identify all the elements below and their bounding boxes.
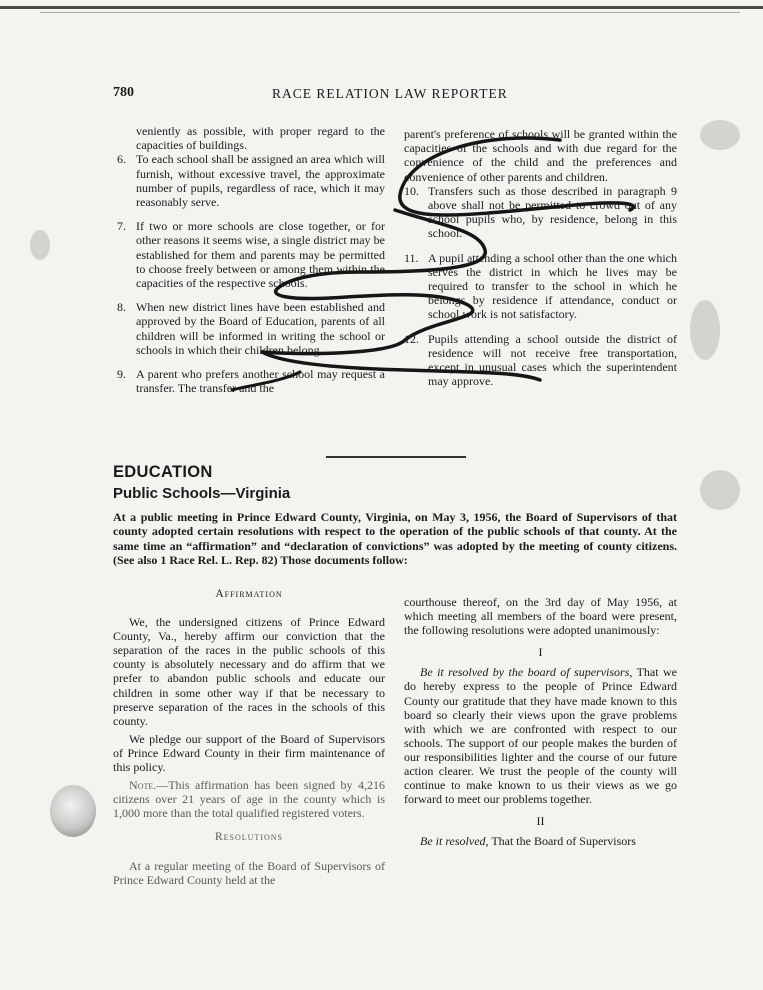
right-continuation: parent's preference of schools will be granted within the capacities of the schools and with due regard for the convenience of the child and the preferences and convenience of other parents and children. xyxy=(404,127,677,184)
affirmation-paragraph: We, the undersigned citizens of Prince Edward County, Va., hereby affirm our conviction that the separation of the races in the public schools of this county is absolutely necessary and do affirm that we prefer to abandon public schools and educate our children in some other way if that be necessary to preserve separation of the races in the schools of this county. xyxy=(113,615,385,728)
list-item-text: To each school shall be assigned an area which will furnish, without excessive travel, the approximate number of pupils, regardless of race, which it may reasonably serve. xyxy=(136,152,385,210)
top-right-column xyxy=(404,127,677,398)
roman-numeral-heading: I xyxy=(538,645,543,660)
note-text: —This affirmation has been signed by 4,216 citizens over 21 years of age in the county which is 1,000 more than the total qualified registered voters. xyxy=(113,778,385,821)
left-continuation: veniently as possible, with proper regard to the capacities of buildings. xyxy=(136,124,385,153)
list-item-text: When new district lines have been established and approved by the Board of Education, parents of all children will be informed in writing the school or schools in which their children belong. xyxy=(136,300,385,357)
list-item xyxy=(117,300,385,357)
list-item-text: A pupil attending a school other than the one which serves the district in which he lives may be required to transfer to the school in which he belongs by residence if attendance, conduct or school work is not satisfactory. xyxy=(428,250,677,322)
pledge-paragraph: We pledge our support of the Board of Supervisors of Prince Edward County in their firm maintenance of this policy. xyxy=(113,731,385,775)
running-title: RACE RELATION LAW REPORTER xyxy=(272,86,508,101)
list-item xyxy=(117,219,385,290)
scan-noise xyxy=(700,120,740,150)
courthouse-paragraph: courthouse thereof, on the 3rd day of May 1956, at which meeting all members of the board were present, the following resolutions were adopted unanimously: xyxy=(404,595,677,638)
list-item-number: 7. xyxy=(117,219,126,234)
list-item xyxy=(117,152,385,209)
resolution-one-text: That we do hereby express to the people of Prince Edward County our gratitude that they have made known to this board so clearly their views upon the grave problems with which we are confronted with respect to our schools. The support of our people makes the burden of our responsibilities lighter and the course of our future action clearer. We trust the people of the county will continue to make known to us their views as we go forward to meet our problems together. xyxy=(404,665,678,807)
note-label: Note. xyxy=(129,778,157,793)
section-divider xyxy=(326,456,466,458)
meeting-paragraph: At a regular meeting of the Board of Supervisors of Prince Edward County held at the xyxy=(113,858,385,887)
hole-punch-mark xyxy=(50,785,96,837)
body-left-column xyxy=(113,587,385,891)
list-item xyxy=(404,251,677,322)
list-item-text: If two or more schools are close together, or for other reasons it seems wise, a single district may be established for them and parents may be permitted to choose freely between or among them within the capacities of the respective schools. xyxy=(136,219,385,291)
roman-numeral-heading: II xyxy=(536,814,545,829)
note-paragraph xyxy=(113,778,385,820)
list-item-text: Pupils attending a school outside the district of residence will not receive free transportation, except in unusual cases which the superintendent may approve. xyxy=(428,331,677,389)
list-item xyxy=(404,184,677,241)
scan-noise xyxy=(700,470,740,510)
section-subtitle: Public Schools—Virginia xyxy=(113,485,291,502)
list-item-text: Transfers such as those described in paragraph 9 above shall not be permitted to crowd out of any school pupils who, by residence, belong in this school. xyxy=(428,183,677,241)
list-item-number: 9. xyxy=(117,367,126,382)
top-edge-line xyxy=(0,6,763,9)
scan-noise xyxy=(690,300,720,360)
top-edge-faint-line xyxy=(40,12,740,13)
list-item-number: 11. xyxy=(404,250,419,265)
list-item xyxy=(404,332,677,389)
list-item xyxy=(117,367,385,395)
list-item-text: A parent who prefers another school may request a transfer. The transfer and the xyxy=(136,367,385,396)
list-item-number: 12. xyxy=(404,331,419,346)
resolution-one-paragraph xyxy=(404,665,677,806)
resolution-two-label: Be it resolved, xyxy=(420,834,489,849)
resolution-two-text: That the Board of Supervisors xyxy=(488,834,636,849)
page-number: 780 xyxy=(113,85,134,100)
top-left-column xyxy=(117,124,385,405)
body-right-column xyxy=(404,595,677,853)
resolutions-heading: Resolutions xyxy=(214,831,283,844)
list-item-number: 10. xyxy=(404,183,419,198)
section-intro: At a public meeting in Prince Edward County, Virginia, on May 3, 1956, the Board of Supervisors of that county adopted certain resolutions with respect to the operation of the public schools of that county. At the same time an “affirmation” and “declaration of convictions” was adopted by the meeting of county citizens. (See also 1 Race Rel. L. Rep. 82) Those documents follow: xyxy=(113,510,677,567)
list-item-number: 8. xyxy=(117,300,126,315)
affirmation-heading: Affirmation xyxy=(215,588,283,600)
list-item-number: 6. xyxy=(117,152,126,167)
section-title: EDUCATION xyxy=(113,463,213,481)
resolution-one-label: Be it resolved by the board of supervisors, xyxy=(420,665,633,680)
scan-noise xyxy=(30,230,50,260)
resolution-two-paragraph xyxy=(404,834,677,848)
